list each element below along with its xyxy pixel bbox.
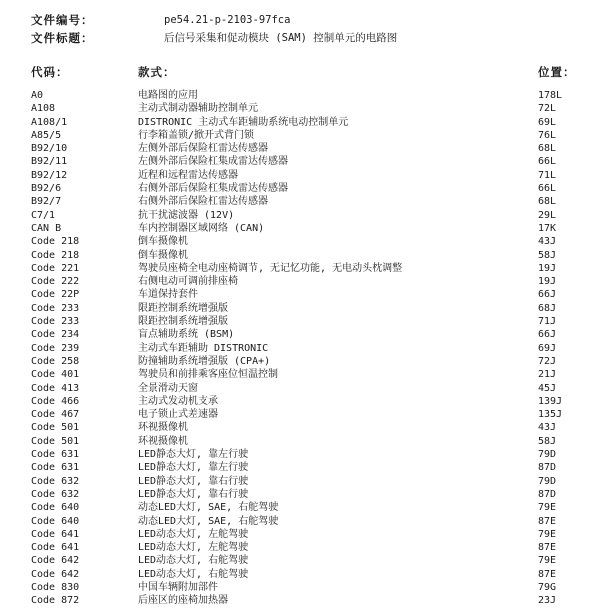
list-item <box>0 408 602 421</box>
code-cell: Code 222 <box>31 276 80 288</box>
code-cell: Code 234 <box>31 329 80 341</box>
list-item <box>0 222 602 235</box>
code-cell: Code 642 <box>31 555 80 567</box>
list-item <box>0 382 602 395</box>
model-cell: LED动态大灯, 右舵驾驶 <box>138 568 249 580</box>
model-cell: LED静态大灯, 靠左行驶 <box>138 462 249 474</box>
code-cell: Code 22P <box>31 289 80 301</box>
list-item <box>0 302 602 315</box>
code-cell: A108 <box>31 103 56 115</box>
position-cell: 71J <box>538 316 557 328</box>
model-cell: 动态LED大灯, SAE, 右舵驾驶 <box>138 515 279 527</box>
code-cell: Code 466 <box>31 395 80 407</box>
position-cell: 135J <box>538 409 563 421</box>
position-cell: 66J <box>538 329 557 341</box>
model-cell: 驾驶员和前排乘客座位恒温控制 <box>138 369 278 381</box>
model-cell: 倒车摄像机 <box>138 236 188 248</box>
list-item <box>0 169 602 182</box>
code-cell: A108/1 <box>31 116 68 128</box>
position-cell: 43J <box>538 236 557 248</box>
code-cell: Code 642 <box>31 568 80 580</box>
position-cell: 58J <box>538 435 557 447</box>
model-cell: 主动式发动机支承 <box>138 395 218 407</box>
column-header-position: 位置： <box>538 65 576 79</box>
position-cell: 29L <box>538 209 557 221</box>
code-cell: Code 233 <box>31 316 80 328</box>
code-cell: Code 641 <box>31 542 80 554</box>
position-cell: 43J <box>538 422 557 434</box>
code-cell: Code 641 <box>31 528 80 540</box>
model-cell: 后座区的座椅加热器 <box>138 595 228 607</box>
position-cell: 69J <box>538 342 557 354</box>
position-cell: 79E <box>538 555 557 567</box>
code-cell: Code 501 <box>31 422 80 434</box>
list-item <box>0 568 602 581</box>
code-cell: Code 631 <box>31 449 80 461</box>
code-cell: CAN B <box>31 222 62 234</box>
model-cell: LED动态大灯, 左舵驾驶 <box>138 528 249 540</box>
model-cell: 全景滑动天窗 <box>138 382 198 394</box>
position-cell: 139J <box>538 395 563 407</box>
position-cell: 79E <box>538 502 557 514</box>
list-item <box>0 142 602 155</box>
position-cell: 45J <box>538 382 557 394</box>
position-cell: 66L <box>538 183 557 195</box>
doc-title-label: 文件标题： <box>31 31 94 45</box>
position-cell: 69L <box>538 116 557 128</box>
list-item <box>0 554 602 567</box>
doc-number-value: pe54.21-p-2103-97fca <box>164 14 291 26</box>
list-item <box>0 235 602 248</box>
code-cell: Code 221 <box>31 262 80 274</box>
list-item <box>0 515 602 528</box>
model-cell: 限距控制系统增强版 <box>138 316 228 328</box>
list-item <box>0 488 602 501</box>
model-cell: DISTRONIC 主动式车距辅助系统电动控制单元 <box>138 116 349 128</box>
code-cell: Code 218 <box>31 249 80 261</box>
doc-title-value: 后信号采集和促动模块 (SAM) 控制单元的电路图 <box>164 32 398 44</box>
position-cell: 58J <box>538 249 557 261</box>
code-cell: C7/1 <box>31 209 56 221</box>
component-list <box>0 89 602 608</box>
model-cell: LED动态大灯, 右舵驾驶 <box>138 555 249 567</box>
position-cell: 17K <box>538 222 557 234</box>
position-cell: 87E <box>538 568 557 580</box>
position-cell: 68J <box>538 302 557 314</box>
model-cell: 防撞辅助系统增强版 (CPA+) <box>138 355 271 367</box>
position-cell: 19J <box>538 276 557 288</box>
list-item <box>0 355 602 368</box>
position-cell: 87E <box>538 542 557 554</box>
model-cell: 近程和远程雷达传感器 <box>138 169 238 181</box>
model-cell: 右侧外部后保险杠集成雷达传感器 <box>138 183 288 195</box>
position-cell: 79G <box>538 581 557 593</box>
position-cell: 23J <box>538 595 557 607</box>
model-cell: 左侧外部后保险杠集成雷达传感器 <box>138 156 288 168</box>
list-item <box>0 288 602 301</box>
position-cell: 71L <box>538 169 557 181</box>
code-cell: B92/6 <box>31 183 62 195</box>
list-item <box>0 395 602 408</box>
position-cell: 178L <box>538 90 563 101</box>
position-cell: 79D <box>538 475 557 487</box>
model-cell: LED静态大灯, 靠右行驶 <box>138 475 249 487</box>
code-cell: Code 640 <box>31 515 80 527</box>
list-item <box>0 328 602 341</box>
position-cell: 72J <box>538 355 557 367</box>
model-cell: 主动式车距辅助 DISTRONIC <box>138 342 269 354</box>
position-cell: 76L <box>538 129 557 141</box>
list-item <box>0 275 602 288</box>
model-cell: 中国车辆附加部件 <box>138 581 218 593</box>
model-cell: 环视摄像机 <box>138 435 188 447</box>
position-cell: 66L <box>538 156 557 168</box>
model-cell: 车道保持套件 <box>138 289 198 301</box>
code-cell: Code 413 <box>31 382 80 394</box>
list-item <box>0 581 602 594</box>
list-item <box>0 461 602 474</box>
model-cell: 倒车摄像机 <box>138 249 188 261</box>
code-cell: B92/12 <box>31 169 68 181</box>
code-cell: B92/10 <box>31 143 68 155</box>
list-item <box>0 102 602 115</box>
list-item <box>0 249 602 262</box>
model-cell: 左侧外部后保险杠雷达传感器 <box>138 143 268 155</box>
code-cell: A0 <box>31 90 44 101</box>
list-item <box>0 195 602 208</box>
code-cell: B92/7 <box>31 196 62 208</box>
list-item <box>0 315 602 328</box>
position-cell: 68L <box>538 196 557 208</box>
code-cell: A85/5 <box>31 129 62 141</box>
code-cell: B92/11 <box>31 156 68 168</box>
list-item <box>0 89 602 102</box>
position-cell: 79E <box>538 528 557 540</box>
list-item <box>0 475 602 488</box>
model-cell: 车内控制器区域网络 (CAN) <box>138 222 265 234</box>
position-cell: 87D <box>538 462 557 474</box>
position-cell: 68L <box>538 143 557 155</box>
list-item <box>0 182 602 195</box>
model-cell: LED静态大灯, 靠右行驶 <box>138 488 249 500</box>
list-item <box>0 116 602 129</box>
column-header-code: 代码： <box>31 65 69 79</box>
doc-number-label: 文件编号： <box>31 13 94 27</box>
list-item <box>0 421 602 434</box>
position-cell: 21J <box>538 369 557 381</box>
list-item <box>0 368 602 381</box>
model-cell: 电路图的应用 <box>138 90 198 101</box>
code-cell: Code 239 <box>31 342 80 354</box>
code-cell: Code 401 <box>31 369 80 381</box>
position-cell: 72L <box>538 103 557 115</box>
model-cell: 右侧外部后保险杠雷达传感器 <box>138 196 268 208</box>
model-cell: 电子锁止式差速器 <box>138 409 218 421</box>
model-cell: 驾驶员座椅全电动座椅调节, 无记忆功能, 无电动头枕调整 <box>138 262 403 274</box>
code-cell: Code 501 <box>31 435 80 447</box>
position-cell: 87D <box>538 488 557 500</box>
list-item <box>0 209 602 222</box>
model-cell: 行李箱盖锁/掀开式背门锁 <box>138 129 255 141</box>
model-cell: 主动式制动器辅助控制单元 <box>138 103 258 115</box>
code-cell: Code 872 <box>31 595 80 607</box>
code-cell: Code 640 <box>31 502 80 514</box>
position-cell: 19J <box>538 262 557 274</box>
model-cell: 动态LED大灯, SAE, 右舵驾驶 <box>138 502 279 514</box>
model-cell: 抗干扰滤波器 (12V) <box>138 209 235 221</box>
code-cell: Code 218 <box>31 236 80 248</box>
model-cell: 环视摄像机 <box>138 422 188 434</box>
code-cell: Code 830 <box>31 581 80 593</box>
list-item <box>0 129 602 142</box>
list-item <box>0 448 602 461</box>
model-cell: LED动态大灯, 左舵驾驶 <box>138 542 249 554</box>
position-cell: 87E <box>538 515 557 527</box>
list-item <box>0 541 602 554</box>
model-cell: LED静态大灯, 靠左行驶 <box>138 449 249 461</box>
list-item <box>0 435 602 448</box>
code-cell: Code 467 <box>31 409 80 421</box>
code-cell: Code 258 <box>31 355 80 367</box>
list-item <box>0 155 602 168</box>
list-item <box>0 528 602 541</box>
code-cell: Code 631 <box>31 462 80 474</box>
code-cell: Code 233 <box>31 302 80 314</box>
model-cell: 限距控制系统增强版 <box>138 302 228 314</box>
list-item <box>0 342 602 355</box>
model-cell: 右侧电动可调前排座椅 <box>138 276 238 288</box>
list-item <box>0 501 602 514</box>
model-cell: 盲点辅助系统 (BSM) <box>138 329 235 341</box>
code-cell: Code 632 <box>31 488 80 500</box>
position-cell: 79D <box>538 449 557 461</box>
position-cell: 66J <box>538 289 557 301</box>
list-item <box>0 262 602 275</box>
code-cell: Code 632 <box>31 475 80 487</box>
column-header-model: 款式： <box>138 65 176 79</box>
